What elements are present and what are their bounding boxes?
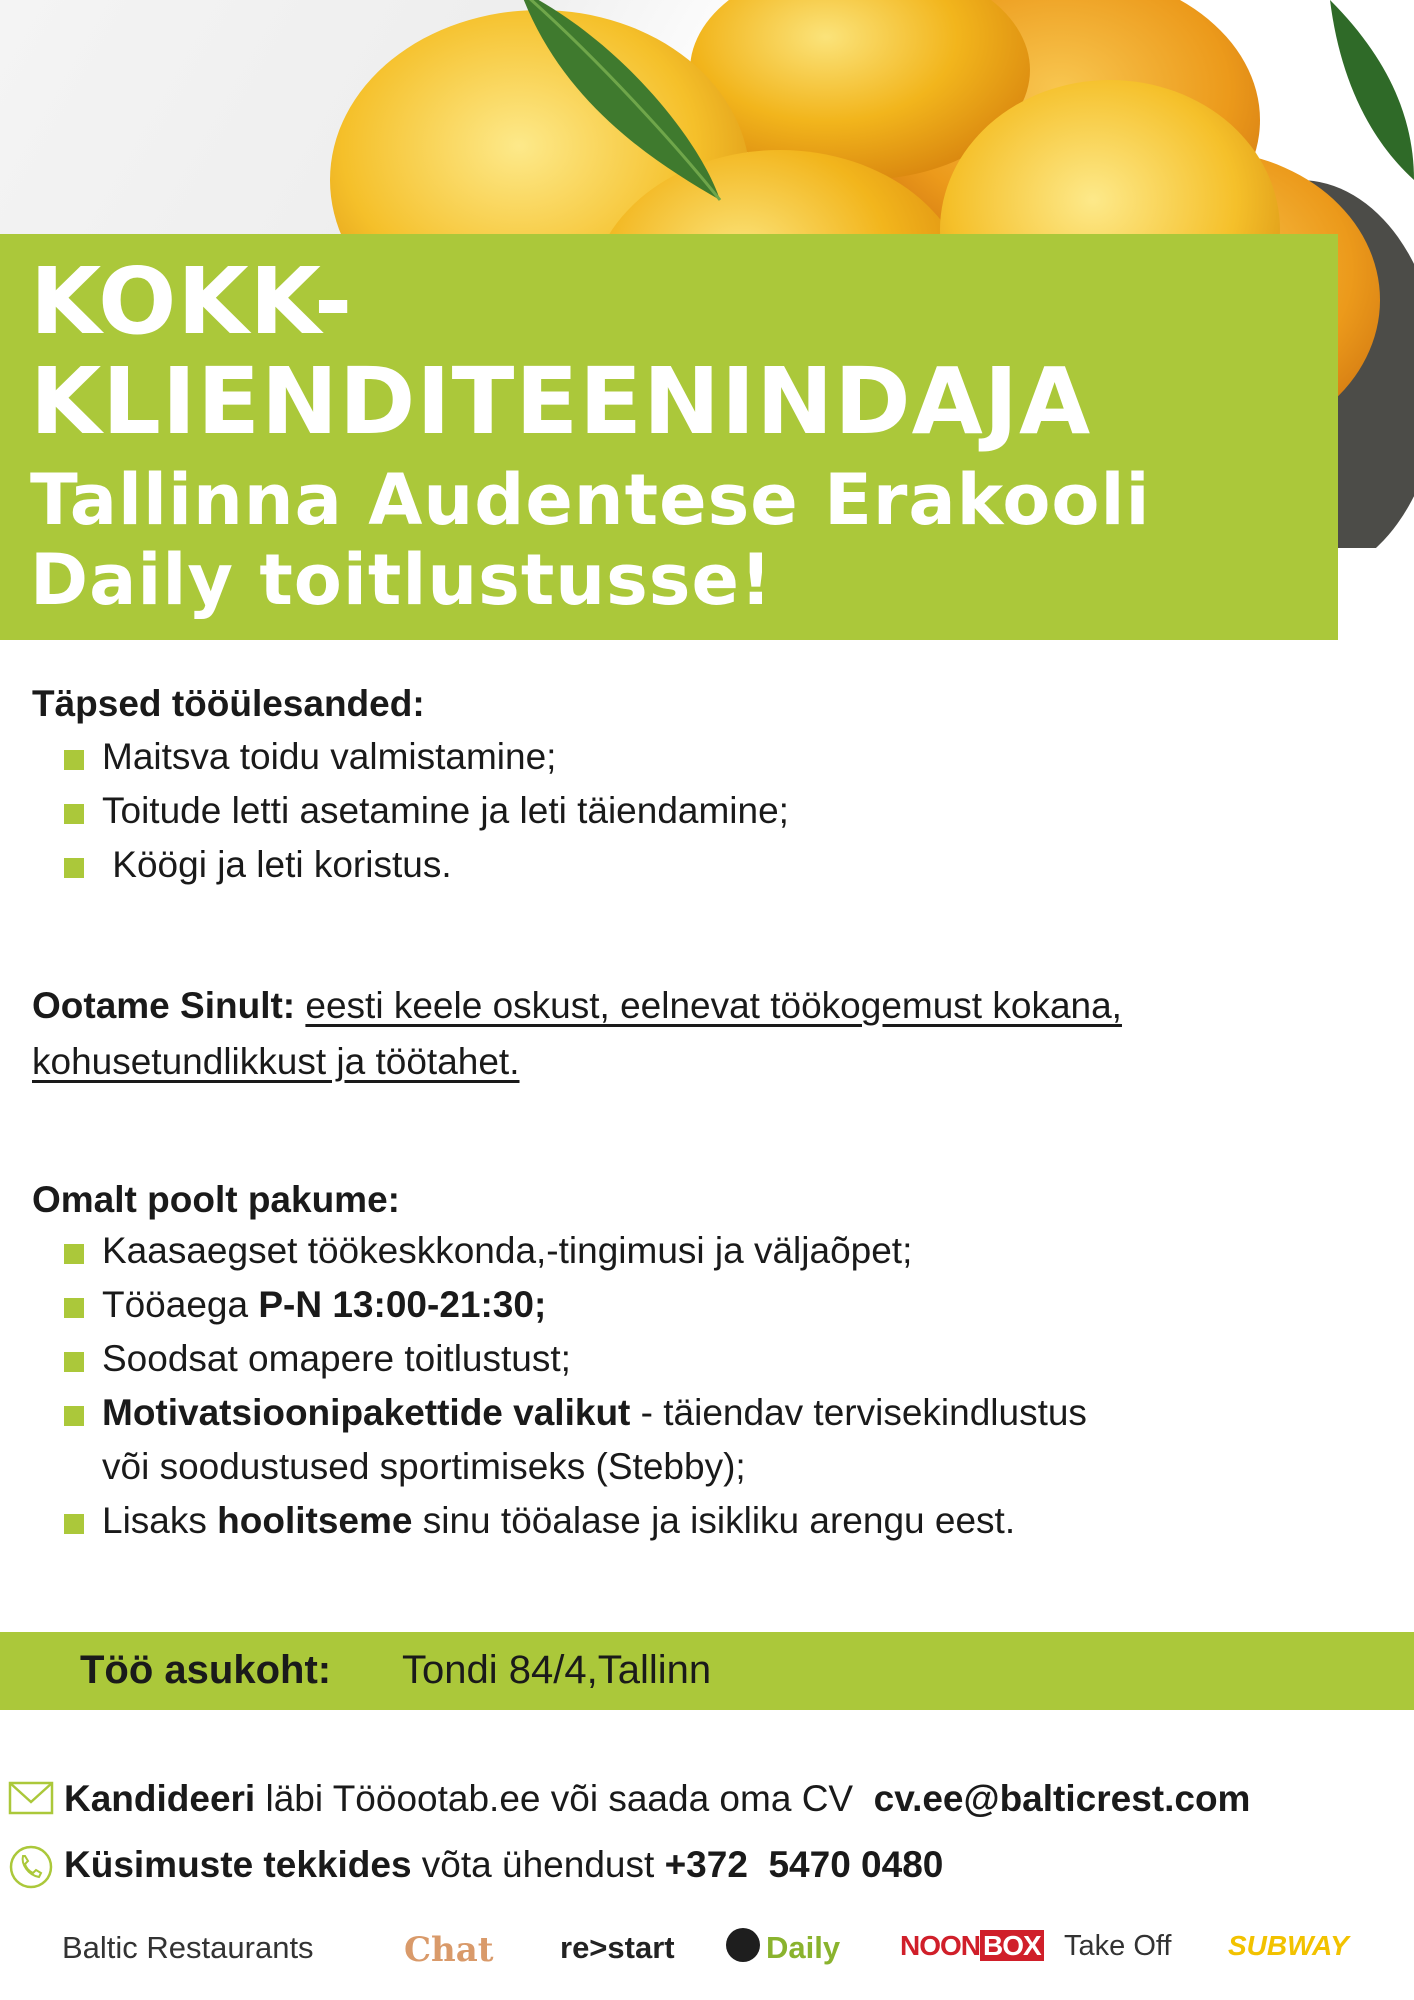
square-bullet-icon xyxy=(64,1352,84,1372)
job-title-line1: KOKK- xyxy=(30,248,354,355)
job-subtitle-line1: Tallinna Audentese Erakooli xyxy=(30,459,1151,541)
list-item xyxy=(32,1278,1372,1332)
square-bullet-icon xyxy=(64,804,84,824)
offer-highlight: hoolitseme xyxy=(217,1500,413,1541)
subway-logo: SUBWAY xyxy=(1228,1930,1349,1961)
apply-label: Kandideeri xyxy=(64,1778,256,1819)
restart-logo: re>start xyxy=(560,1930,675,1965)
take-off-logo: Take Off xyxy=(1064,1930,1172,1962)
phone-icon xyxy=(8,1844,54,1890)
square-bullet-icon xyxy=(64,1244,84,1264)
list-item xyxy=(32,784,1372,838)
offer-text: Tööaega xyxy=(102,1284,259,1325)
apply-line xyxy=(8,1776,1250,1822)
offer-text: Soodsat omapere toitlustust; xyxy=(102,1338,571,1379)
offer-text: Lisaks xyxy=(102,1500,218,1541)
noonbox-logo-noon: NOON xyxy=(900,1930,980,1961)
baltic-restaurants-logo: Baltic Restaurants xyxy=(62,1930,314,1965)
offer-text: sinu tööalase ja isikliku arengu eest. xyxy=(412,1500,1016,1541)
task-text: Maitsva toidu valmistamine; xyxy=(102,736,557,777)
job-title xyxy=(30,248,1092,455)
square-bullet-icon xyxy=(64,1406,84,1426)
square-bullet-icon xyxy=(64,750,84,770)
list-item xyxy=(32,1332,1372,1386)
tasks-heading: Täpsed tööülesanded: xyxy=(32,683,425,724)
email-link[interactable]: cv.ee@balticrest.com xyxy=(873,1778,1251,1819)
title-banner xyxy=(0,234,1338,640)
job-subtitle-line2: Daily toitlustusse! xyxy=(30,539,773,621)
square-bullet-icon xyxy=(64,858,84,878)
working-hours: P-N 13:00-21:30; xyxy=(258,1284,547,1325)
tasks-section xyxy=(32,680,1372,892)
daily-logo: Daily xyxy=(766,1930,841,1965)
task-text: Toitude letti asetamine ja leti täiendamine; xyxy=(102,790,789,831)
fork-knife-icon xyxy=(726,1928,760,1962)
location-banner xyxy=(0,1632,1414,1710)
brand-logos-row xyxy=(0,1920,1414,1980)
offer-heading: Omalt poolt pakume: xyxy=(32,1179,400,1220)
offer-text: Kaasaegset töökeskkonda,-tingimusi ja väljaõpet; xyxy=(102,1230,913,1271)
envelope-icon xyxy=(8,1778,54,1818)
location-label: Töö asukoht: xyxy=(80,1648,332,1692)
requirements-text: eesti keele oskust, eelnevat töökogemust kokana, kohusetundlikkust ja töötahet. xyxy=(32,985,1122,1082)
questions-text: võta ühendust xyxy=(411,1844,665,1885)
offer-section xyxy=(32,1176,1372,1548)
list-item xyxy=(32,730,1372,784)
phone-number[interactable]: +372 5470 0480 xyxy=(664,1844,944,1885)
location-value: Tondi 84/4,Tallinn xyxy=(402,1648,712,1692)
square-bullet-icon xyxy=(64,1298,84,1318)
questions-line xyxy=(8,1842,943,1888)
square-bullet-icon xyxy=(64,1514,84,1534)
requirements-section xyxy=(32,978,1332,1090)
offer-text: või soodustused sportimiseks (Stebby); xyxy=(102,1446,746,1487)
list-item xyxy=(32,838,1372,892)
job-title-line2: KLIENDITEENINDAJA xyxy=(30,348,1092,455)
noonbox-logo xyxy=(900,1930,1044,1962)
offer-highlight: Motivatsioonipakettide valikut xyxy=(102,1392,631,1433)
apply-text: läbi Tööootab.ee või saada oma CV xyxy=(255,1778,874,1819)
noonbox-logo-box: BOX xyxy=(980,1930,1044,1961)
questions-label: Küsimuste tekkides xyxy=(64,1844,412,1885)
task-text: Köögi ja leti koristus. xyxy=(102,844,452,885)
offer-text: - täiendav tervisekindlustus xyxy=(630,1392,1087,1433)
requirements-label: Ootame Sinult: xyxy=(32,985,296,1026)
job-subtitle xyxy=(30,460,1151,620)
list-item xyxy=(32,1494,1372,1548)
list-item xyxy=(32,1386,1372,1494)
chat-logo: Chat xyxy=(404,1930,494,1970)
list-item xyxy=(32,1224,1372,1278)
